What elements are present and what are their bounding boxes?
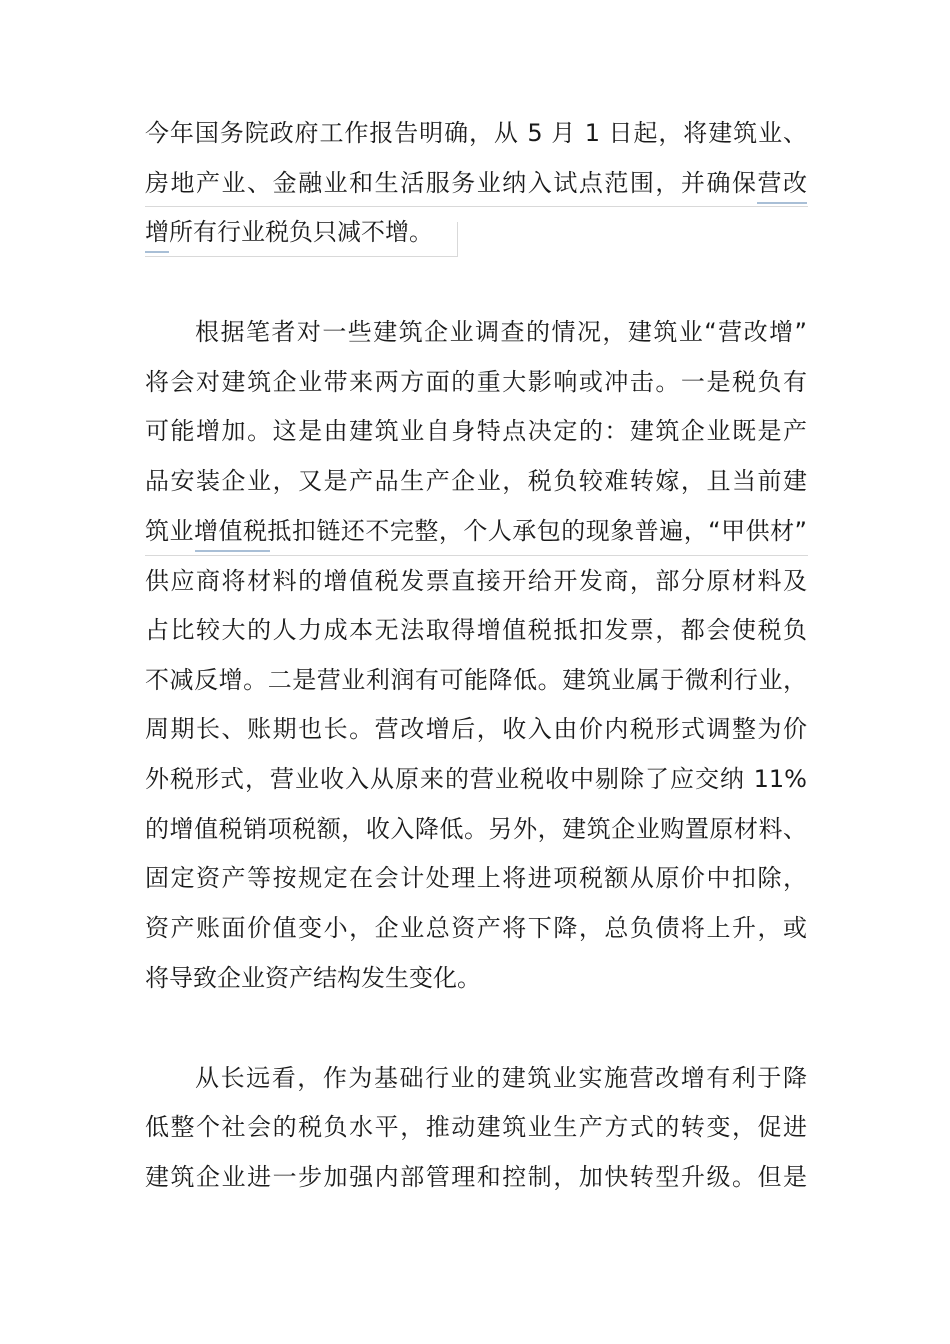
paragraph-2-line-3: 可能增加。这是由建筑业自身特点决定的：建筑企业既是产 xyxy=(145,417,807,445)
paragraph-3-line-1: 从长远看，作为基础行业的建筑业实施营改增有利于降 xyxy=(195,1064,807,1092)
paragraph-2-line-14: 将导致企业资产结构发生变化。 xyxy=(145,964,481,992)
revision-mark xyxy=(757,202,807,204)
paragraph-2-line-8: 不减反增。二是营业利润有可能降低。建筑业属于微利行业， xyxy=(145,666,807,694)
paragraph-2-line-9: 周期长、账期也长。营改增后，收入由价内税形式调整为价 xyxy=(145,715,807,743)
paragraph-1-line-3: 增所有行业税负只减不增。 xyxy=(145,218,433,246)
paragraph-1-line-1: 今年国务院政府工作报告明确，从 5 月 1 日起，将建筑业、 xyxy=(145,119,807,147)
paragraph-2-line-5: 筑业增值税抵扣链还不完整，个人承包的现象普遍，“甲供材” xyxy=(145,517,807,545)
paragraph-2-line-13: 资产账面价值变小，企业总资产将下降，总负债将上升，或 xyxy=(145,914,807,942)
paragraph-3-line-3: 建筑企业进一步加强内部管理和控制，加快转型升级。但是 xyxy=(145,1163,807,1191)
text-frame-edge xyxy=(145,555,808,556)
paragraph-2-line-2: 将会对建筑企业带来两方面的重大影响或冲击。一是税负有 xyxy=(145,368,807,396)
paragraph-2-line-10: 外税形式，营业收入从原来的营业税收中剔除了应交纳 11% xyxy=(145,765,807,793)
paragraph-2-line-7: 占比较大的人力成本无法取得增值税抵扣发票，都会使税负 xyxy=(145,616,807,644)
text-frame-box xyxy=(145,222,458,257)
revision-mark xyxy=(145,251,169,253)
paragraph-2-line-1: 根据笔者对一些建筑企业调查的情况，建筑业“营改增” xyxy=(195,318,807,346)
paragraph-2-line-11: 的增值税销项税额，收入降低。另外，建筑企业购置原材料、 xyxy=(145,815,807,843)
paragraph-3-line-2: 低整个社会的税负水平，推动建筑业生产方式的转变，促进 xyxy=(145,1113,807,1141)
text-frame-edge xyxy=(145,206,808,207)
paragraph-1-line-2: 房地产业、金融业和生活服务业纳入试点范围，并确保营改 xyxy=(145,169,807,197)
paragraph-2-line-12: 固定资产等按规定在会计处理上将进项税额从原价中扣除， xyxy=(145,864,807,892)
paragraph-2-line-4: 品安装企业，又是产品生产企业，税负较难转嫁，且当前建 xyxy=(145,467,807,495)
revision-mark xyxy=(195,550,270,552)
paragraph-2-line-6: 供应商将材料的增值税发票直接开给开发商，部分原材料及 xyxy=(145,567,807,595)
